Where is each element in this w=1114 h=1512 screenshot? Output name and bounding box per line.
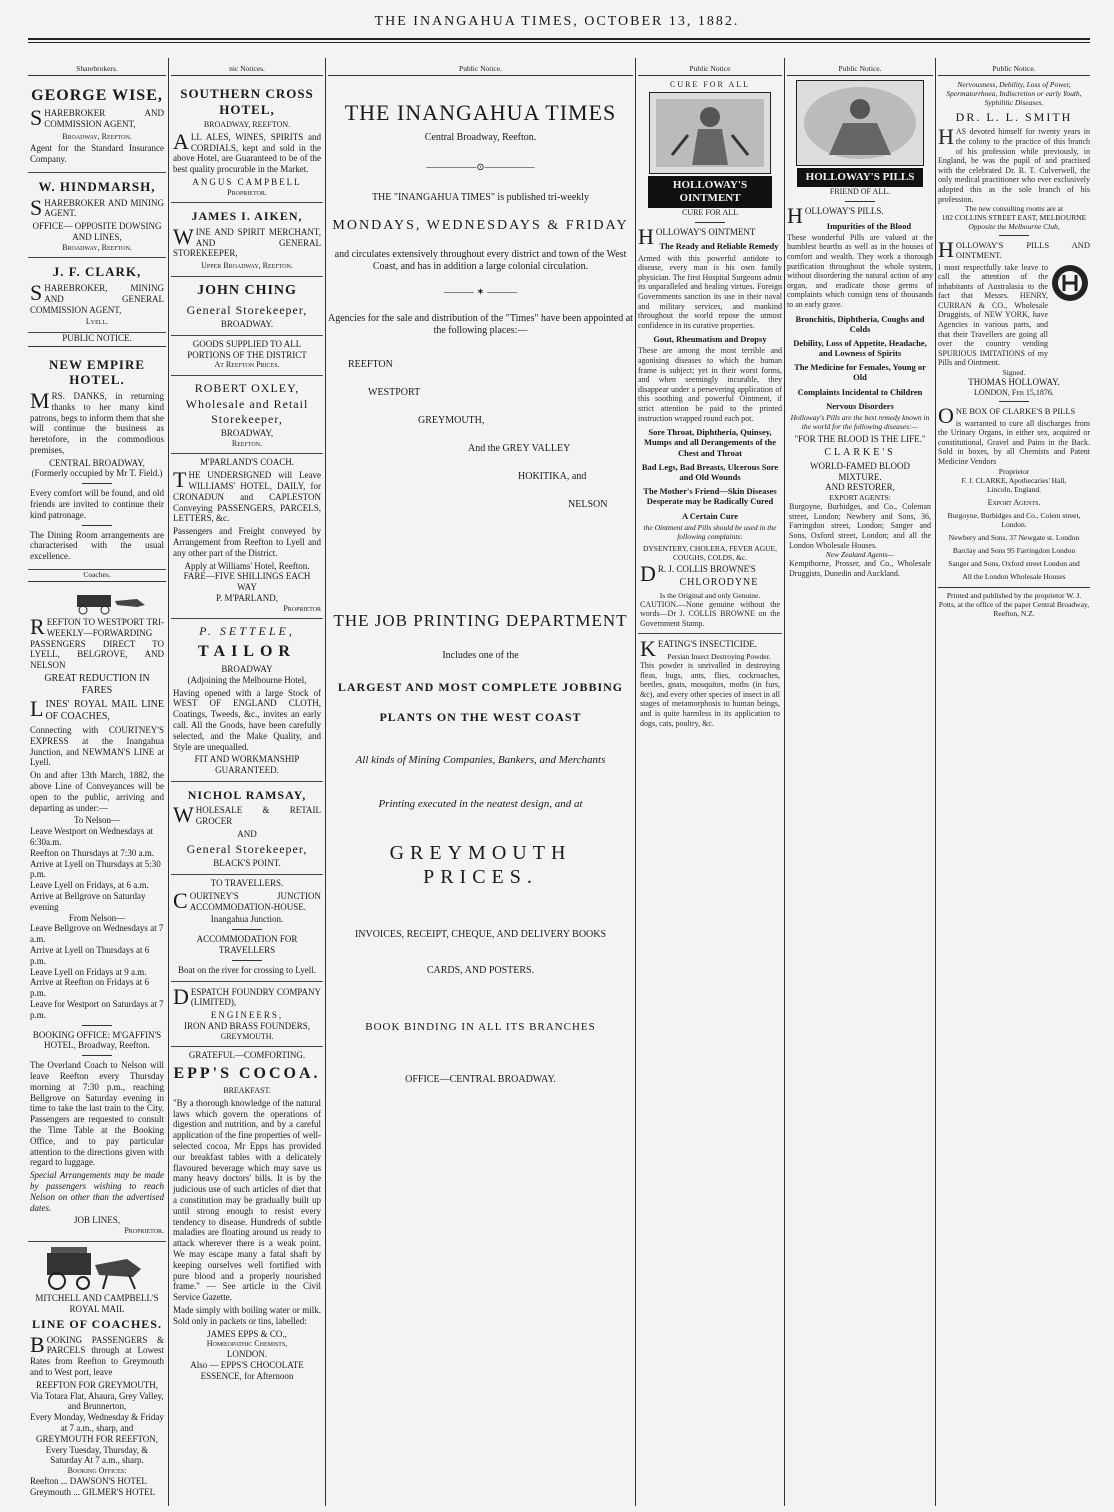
schedule-line: Leave Bellgrove on Wednesdays at 7 a.m. — [30, 923, 164, 945]
route-heading: GREYMOUTH FOR REEFTON, — [35, 1433, 159, 1444]
ad-address: Lincoln, England. — [987, 484, 1041, 494]
ad-list-heading: the Ointment and Pills should be used in the following complaints: — [643, 522, 777, 541]
ad-subtitle: WORLD-FAMED BLOOD MIXTURE. — [809, 460, 911, 482]
ad-body: MRS. DANKS, in returning thanks to her many kind patrons, begs to inform them that she will continue the business as heretofore, in the commodious premises, — [30, 387, 164, 455]
ad-address: Inangahua Junction. — [210, 914, 284, 925]
paper-title: THE INANGAHUA TIMES — [344, 100, 617, 125]
ad-aiken — [171, 203, 323, 276]
publishing-days: MONDAYS, WEDNESDAYS & FRIDAY — [332, 218, 629, 234]
export-agent: Sanger and Sons, Oxford street London and — [948, 559, 1080, 569]
imprint: Printed and published by the proprietor W. J. Potts, at the office of the paper Central Broadway, Reefton, N.Z. — [938, 587, 1090, 618]
ad-title: EPP'S COCOA. — [173, 1065, 321, 1083]
ad-body: Connecting with COURTNEY'S EXPRESS at the Inangahua Junction, and NEWMAN'S LINE at Lyell. — [30, 725, 164, 768]
ad-settele — [171, 619, 323, 782]
schedule-line: Arrive at Reefton on Fridays at 6 p.m. — [30, 977, 149, 999]
separator — [999, 235, 1029, 236]
ad-epps-cocoa — [171, 1047, 323, 1386]
ad-subheading: Bronchitis, Diphtheria, Coughs and Colds — [795, 313, 925, 334]
export-agent: Barclay and Sons 95 Farringdon London — [952, 546, 1076, 556]
ad-note: Agent for the Standard Insurance Company. — [30, 143, 164, 165]
job-printing-kinds: All kinds of Mining Companies, Bankers, and Merchants — [355, 754, 606, 767]
top-rule — [28, 38, 1090, 40]
ad-subheading: The Medicine for Females, Young or Old — [794, 362, 926, 383]
ad-title: LINE OF COACHES. — [32, 1317, 162, 1332]
ad-body: REEFTON TO WESTPORT TRI-WEEKLY—FORWARDING PASSENGERS DIRECT TO LYELL, BELGROVE, AND NELSON — [30, 614, 164, 671]
ad-signature-title: Proprietor. — [227, 187, 267, 197]
ad-coaches-lines — [28, 586, 166, 1242]
ad-subtitle: AND RESTORER, — [825, 482, 895, 493]
ad-ramsay — [171, 782, 323, 875]
ad-note: The Dining Room arrangements are characterised with the usual excellence. — [30, 529, 164, 562]
top-rule-thin — [28, 42, 1090, 43]
ad-goods — [171, 336, 323, 376]
circulation-notice: and circulates extensively throughout every district and town of the West Coast, and has in addition a large colonial circulation. — [334, 249, 627, 273]
ad-clarke-blood-mixture — [787, 431, 933, 583]
ad-signature-title: Proprietor — [998, 466, 1030, 476]
ad-body: Burgoyne, Burbidges, and Co., Coleman street, London; Newbery and Sons, 36, Farringdon street, London; Sanger and Sons, Oxford street, London; and all the London Wholesale Houses. — [789, 502, 931, 550]
pills-banner: HOLLOWAY'S PILLS — [797, 168, 923, 187]
ad-heading: Nervousness, Debility, Loss of Power, Spermatorrhoea, Indiscretion or early Youth, Syphilitic Diseases. — [946, 80, 1082, 107]
job-printing-title: THE JOB PRINTING DEPARTMENT — [333, 611, 628, 631]
ad-office: OFFICE— OPPOSITE DOWSING AND LINES, — [32, 221, 162, 242]
ad-body: SHAREBROKER AND MINING AGENT. — [30, 194, 164, 220]
ad-subtitle: TAILOR — [198, 642, 296, 660]
column-sharebrokers — [28, 64, 166, 1502]
ad-title: DR. L. L. SMITH — [955, 110, 1073, 124]
ad-subheading: Nervous Disorders — [826, 400, 894, 411]
ad-address: BROADWAY. — [220, 318, 274, 329]
ad-note: Special Arrangements may be made by passengers wishing to reach Nelson on other than the advertised dates. — [30, 1170, 164, 1213]
ad-note: (Adjoining the Melbourne Hotel, — [187, 674, 307, 685]
job-printing-office: OFFICE—CENTRAL BROADWAY. — [405, 1073, 556, 1085]
ad-subtitle: GREAT REDUCTION IN FARES — [44, 673, 150, 697]
section-heading: Coaches. — [28, 570, 166, 582]
ad-subtitle: General Storekeeper, — [186, 841, 308, 856]
ad-signature-title: Proprietor. — [124, 1226, 164, 1236]
job-printing-executed: Printing executed in the neatest design, and at — [378, 797, 583, 810]
schedule-heading: From Nelson— — [68, 912, 126, 923]
booking-office: BOOKING OFFICE: M'GAFFIN'S HOTEL, Broadway, Reefton. — [32, 1029, 162, 1051]
schedule-heading: To Nelson— — [73, 815, 121, 826]
coach-illustration-icon — [37, 589, 157, 615]
column-divider — [168, 58, 169, 1506]
ad-body: These are among the most terrible and agonising diseases to which the human frame is subject; yet in their worst forms, and when seemingly incurable, they disappear under a persevering application of this soothing and powerful Ointment, if strict attention be paid to the printed instruction wrapped round each pot. — [638, 346, 782, 423]
ad-subtitle: ENGINEERS, — [210, 1010, 284, 1021]
column-heading: Public Notice. — [938, 64, 1090, 76]
ad-subtitle: Is the Original and only Genuine. — [659, 590, 761, 600]
ad-title: SOUTHERN CROSS HOTEL, — [180, 86, 314, 117]
schedule-line: Arrive at Lyell on Thursdays at 5:30 p.m. — [30, 858, 161, 880]
ad-body: CAUTION.—None genuine without the words—Dr J. COLLIS BROWNE on the Government Stamp. — [640, 599, 780, 628]
ad-body: This powder is unrivalled in destroying fleas, bugs, ants, flies, cockroaches, beetles, gnats, mosquitos, moths (in furs, &c), and every other species of insect in all stages of metamorphosis to human beings, and is quite harmless in its application to dogs, cats, poultry, &c. — [640, 661, 780, 728]
ad-title: J. F. CLARK, — [52, 264, 142, 280]
column-divider — [784, 58, 785, 1506]
ad-signature-date: LONDON, Feb 15,1876. — [974, 387, 1054, 397]
column-heading: Public Notice — [638, 64, 782, 76]
ointment-banner: HOLLOWAY'S OINTMENT — [648, 176, 772, 208]
agency-place: NELSON — [568, 499, 608, 511]
ad-title: NEW EMPIRE HOTEL. — [48, 356, 146, 388]
ad-body: SHAREBROKER, MINING AND GENERAL COMMISSION AGENT, — [30, 279, 164, 315]
export-agent: Burgoyne, Burbidges and Co., Colem street, London. — [947, 511, 1081, 530]
ad-title: HOLLOWAY'S OINTMENT — [638, 223, 756, 249]
export-agent: Newbery and Sons, 37 Newgate st. London — [948, 533, 1080, 543]
ad-ching — [171, 277, 323, 336]
ornament-rule: ——— ✶ ——— — [443, 287, 518, 299]
ad-address: BLACK'S POINT. — [213, 858, 281, 869]
ad-address: 182 COLLINS STREET EAST, MELBOURNE — [941, 213, 1087, 223]
separator — [82, 1025, 112, 1026]
export-agent: All the London Wholesale Houses — [962, 572, 1066, 582]
ad-signature: F. J. CLARKE, Apothecaries' Hall, — [961, 475, 1067, 485]
paper-address: Central Broadway, Reefton. — [424, 132, 537, 144]
ad-subheading: Complaints Incidental to Children — [797, 386, 923, 397]
ad-title: HOLLOWAY'S PILLS. — [787, 202, 884, 228]
agency-place: And the GREY VALLEY — [468, 443, 571, 455]
separator — [82, 1055, 112, 1056]
schedule-line: Arrive at Bellgrove on Saturday evening — [30, 891, 146, 912]
ad-title: DESPATCH FOUNDRY COMPANY (LIMITED), — [173, 983, 321, 1009]
route-via: Via Totara Flat, Ahaura, Grey Valley, and Brunnerton, — [30, 1390, 164, 1412]
ad-title: ONE BOX OF CLARKE'S B PILLS — [938, 403, 1076, 429]
ad-body: The Overland Coach to Nelson will leave Reefton every Thursday morning at 7:30 p.m., reaching Bellgrove on Saturday evening in time to take the last train to the City. Passengers are requested to consult the Time Table at the Booking Office, and to pay particular attention to the directions given with regard to luggage. — [30, 1060, 164, 1168]
ad-address: Broadway, Reefton. — [62, 242, 132, 252]
ad-subtitle: Wholesale and Retail Storekeeper, — [185, 397, 309, 426]
schedule-line: Leave Westport on Wednesdays at 6:30a.m. — [30, 826, 154, 848]
ad-mitchell-campbell — [28, 1242, 166, 1502]
ad-title: COURTNEY'S JUNCTION ACCOMMODATION-HOUSE. — [173, 887, 321, 913]
ad-body: ALL ALES, WINES, SPIRITS and CORDIALS, kept and sold in the above Hotel, are Guaranteed to be of the best quality procurable in the Market. — [173, 128, 321, 175]
ad-body: HAS devoted himself for twenty years in the colony to the practice of this branch of his profession while previously, in England, he was the pupil of and practised with the celebrated Dr. R. T. Culverwell, the only medical practitioner who ever exclusively adopted this as the sole branch of his profession. — [938, 124, 1090, 204]
separator — [82, 483, 112, 484]
ad-body: "By a thorough knowledge of the natural laws which govern the operations of digestion and nutrition, and by a careful application of the fine properties of well-selected cocoa, Mr Epps has provided our breakfast tables with a delicately flavoured beverage which may save us many heavy doctors' bills. It is by the judicious use of such articles of diet that a constitution may be gradually built up until strong enough to resist every tendency to disease. Hundreds of subtle maladies are floating around us ready to attack wherever there is a weak point. We may escape many a fatal shaft by keeping ourselves well fortified with pure blood and a properly nourished frame." — See article in the Civil Service Gazette. — [173, 1097, 321, 1303]
agency-place: WESTPORT — [368, 387, 421, 399]
ad-body: WHOLESALE & RETAIL GROCER — [173, 802, 321, 828]
job-printing-includes: Includes one of the — [442, 649, 519, 661]
ad-body: SHAREBROKER AND COMMISSION AGENT, — [30, 105, 164, 131]
ad-title: W. HINDMARSH, — [38, 178, 156, 194]
ad-signature: ANGUS CAMPBELL — [192, 176, 302, 187]
figure-engraving-icon — [652, 95, 768, 171]
ad-address: GREYMOUTH. — [220, 1031, 274, 1041]
ad-heading: DYSENTERY, CHOLERA, FEVER AGUE, COUGHS, COLDS, &c. — [642, 543, 778, 562]
schedule-line: Leave Lyell on Fridays at 9 a.m. — [30, 966, 147, 977]
stagecoach-illustration-icon — [37, 1245, 157, 1293]
ad-subtitle: IRON AND BRASS FOUNDERS, — [183, 1020, 311, 1031]
ad-heading: "FOR THE BLOOD IS THE LIFE." — [794, 434, 926, 445]
ad-title: LINES' ROYAL MAIL LINE OF COACHES, — [30, 696, 164, 723]
ad-title: JAMES I. AIKEN, — [191, 209, 303, 224]
ad-note: Every comfort will be found, and old friends are invited to continue their kind patronage. — [30, 488, 164, 520]
ad-body: WINE AND SPIRIT MERCHANT, AND GENERAL STOREKEEPER, — [173, 223, 321, 259]
ad-body: Made simply with boiling water or milk. Sold only in packets or tins, labelled: — [173, 1305, 321, 1326]
ad-body: GOODS SUPPLIED TO ALL PORTIONS OF THE DISTRICT — [187, 338, 307, 360]
column-heading: Public Notice. — [328, 64, 633, 76]
pills-engraving-icon — [796, 80, 924, 166]
column-times-notice — [328, 64, 633, 1502]
ad-body: ACCOMMODATION FOR TRAVELLERS — [196, 934, 298, 955]
ad-subheading: Debility, Loss of Appetite, Headache, and Lowness of Spirits — [793, 337, 927, 359]
ad-title: CLARKE'S — [824, 446, 896, 458]
ad-address: CENTRAL BROADWAY, — [49, 457, 145, 468]
ad-list-heading: Holloway's Pills are the best remedy known in the world for the following diseases:— — [790, 413, 930, 432]
agencies-notice: Agencies for the sale and distribution of the "Times" have been appointed at the following places:— — [328, 313, 633, 337]
column-divider — [325, 58, 326, 1506]
ad-subheading: Gout, Rheumatism and Dropsy — [653, 334, 767, 345]
job-printing-invoices: INVOICES, RECEIPT, CHEQUE, AND DELIVERY BOOKS — [354, 928, 607, 940]
ad-hindmarsh — [28, 173, 166, 258]
ad-note: Also — EPPS'S CHOCOLATE ESSENCE, for Afternoon — [190, 1359, 304, 1381]
ad-title: M'PARLAND'S COACH. — [200, 457, 294, 468]
ad-subheading: A Certain Cure — [681, 510, 739, 521]
ad-body: Armed with this powerful antidote to disease, every man is his own family physician. The first Hospital Surgeons admit its unparalleled and healing virtues. Foreign Governments sanction its use in their naval and military services, and mankind throughout the world repose the utmost confidence in its curative properties. — [638, 253, 782, 330]
ad-address: Broadway, Reefton. — [62, 131, 132, 141]
ad-body: I most respectfully take leave to call the attention of the inhabitants of Australasia to the fact that Messrs. HENRY, CURRAN & CO., Wholesale Druggists, of NEW YORK, have Agencies in various parts, and that their Travellers are going all over the country vending SPURIOUS IMITATIONS of my Pills and Ointment. — [938, 262, 1048, 368]
ad-title: KEATING'S INSECTICIDE. — [640, 636, 758, 662]
ad-chlorodyne — [638, 541, 782, 635]
published-notice: THE "INANGAHUA TIMES" is published tri-weekly — [371, 192, 590, 204]
agency-place: REEFTON — [348, 359, 393, 371]
route-times: Every Monday, Wednesday & Friday at 7 a.m., sharp, and — [30, 1412, 164, 1434]
ad-title: P. SETTELE, — [199, 624, 295, 639]
ad-note: Apply at Williams' Hotel, Reefton. — [184, 560, 310, 571]
column-holloway-ointment — [638, 64, 782, 1502]
ad-title: DR. J. COLLIS BROWNE'S — [640, 560, 756, 586]
ad-title: JOHN CHING — [197, 282, 297, 298]
job-printing-largest: LARGEST AND MOST COMPLETE JOBBING — [337, 679, 624, 694]
column-divider — [935, 58, 936, 1506]
ornament-rule: —————⊙————— — [426, 162, 535, 174]
column-public-notices — [171, 64, 323, 1502]
separator — [999, 401, 1029, 402]
ad-body: THE UNDERSIGNED will Leave WILLIAMS' HOTEL, DAILY, for CRONADUN and CAPLESTON Conveying PASSENGERS, PARCELS, LETTERS, &c. — [173, 467, 321, 524]
column-heading: nic Notices. — [171, 64, 323, 76]
ad-title: HOLLOWAY'S PILLS AND OINTMENT. — [938, 237, 1090, 263]
column-public-notice-smith — [938, 64, 1090, 1502]
ad-note: At Reefton Prices. — [214, 360, 280, 370]
column-heading: Public Notice. — [787, 64, 933, 76]
ad-signature: THOMAS HOLLOWAY. — [968, 377, 1060, 388]
engraving-caption: CURE FOR ALL — [681, 207, 738, 217]
ad-body: is warranted to cure all discharges from the Urinary Organs, in either sex, acquired or constitutional, Gravel and Pains in the Back. Sold in boxes, by all Chemists and Patent Medicine Vendors — [938, 418, 1090, 466]
ad-signature-label: Signed. — [1002, 368, 1026, 378]
ad-town: Reefton. — [231, 438, 263, 448]
ad-address: BROADWAY — [221, 664, 273, 674]
ad-subheading: The Mother's Friend—Skin Diseases Desperate may be Radically Cured — [643, 486, 777, 507]
ad-body: BOOKING PASSENGERS & PARCELS through at Lowest Rates from Reefton to Greymouth and to West port, leave — [30, 1331, 164, 1378]
separator — [82, 525, 112, 526]
ad-despatch-foundry — [171, 982, 323, 1048]
route-heading: REEFTON FOR GREYMOUTH, — [35, 1379, 159, 1390]
ad-subheading: The Ready and Reliable Remedy — [659, 241, 779, 252]
job-printing-cards: CARDS, AND POSTERS. — [426, 964, 535, 976]
ad-oxley — [171, 376, 323, 455]
ad-subtitle: Persian Insect Destroying Powder. — [667, 652, 771, 662]
figure-engraving-icon — [799, 83, 921, 163]
ad-title: CHLORODYNE — [679, 576, 759, 588]
ad-address: Upper Broadway, Reefton. — [201, 261, 293, 271]
ad-signature-title: Homœopathic Chemists, — [206, 1339, 288, 1349]
separator — [232, 929, 262, 930]
column-divider — [635, 58, 636, 1506]
ad-list-heading: Export Agents. — [987, 497, 1041, 507]
ad-keating — [638, 634, 782, 733]
engraving-caption: FRIEND OF ALL. — [829, 187, 891, 197]
ad-body: On and after 13th March, 1882, the above Line of Conveyances will be open to the public, arriving and departing as under:— — [30, 770, 164, 813]
section-heading: PUBLIC NOTICE. — [28, 333, 166, 347]
booking-heading: Booking Offices: — [67, 1466, 127, 1476]
masthead: THE INANGAHUA TIMES, OCTOBER 13, 1882. — [374, 14, 740, 29]
route-times: Every Tuesday, Thursday, & Saturday At 7 a.m., sharp. — [45, 1444, 149, 1466]
agency-place: HOKITIKA, and — [518, 471, 587, 483]
ad-title: MITCHELL AND CAMPBELL'S ROYAL MAIL — [35, 1292, 159, 1314]
ad-signature: JOB LINES, — [73, 1215, 120, 1226]
column-holloway-pills — [787, 64, 933, 1502]
ad-address: BROADWAY, REEFTON. — [203, 120, 291, 130]
separator — [232, 960, 262, 961]
ad-body: Having opened with a large Stock of WEST OF ENGLAND CLOTH, Coatings, Tweeds, &c., invites an early call. All the Goods, have been carefully selected, and the Make Quality, and Style are unequalled. — [173, 687, 321, 752]
ad-body: Kempthorne, Prosser, and Co., Wholesale Druggists, Dunedin and Auckland. — [789, 559, 931, 578]
job-printing-binding: BOOK BINDING IN ALL ITS BRANCHES — [365, 1020, 596, 1033]
ad-address: Opposite the Melbourne Club, — [968, 222, 1060, 232]
ad-address: LONDON. — [226, 1349, 268, 1359]
booking-office-line: Reefton ... DAWSON'S HOTEL — [30, 1475, 147, 1486]
engraving-caption: CURE FOR ALL — [669, 80, 750, 89]
ad-title: NICHOL RAMSAY, — [187, 787, 307, 802]
booking-office-line: Greymouth ... GILMER'S HOTEL — [30, 1486, 156, 1497]
schedule-line: Leave for Westport on Saturdays at 7 p.m. — [30, 998, 164, 1020]
ad-george-wise — [28, 80, 166, 173]
ad-title: GEORGE WISE, — [31, 87, 163, 104]
ad-subheading: Sore Throat, Diphtheria, Quinsey, Mumps and all Derangements of the Chest and Throat — [644, 427, 776, 458]
ad-note: (Formerly occupied by Mr T. Field.) — [31, 468, 163, 479]
separator — [695, 222, 725, 223]
ad-address: Lyell. — [85, 317, 109, 327]
ad-signature-title: Proprietor — [283, 603, 321, 613]
separator — [845, 201, 875, 202]
ad-note: The new consulting rooms are at — [964, 204, 1064, 214]
ad-empire-hotel — [28, 351, 166, 570]
schedule-line: Arrive at Lyell on Thursdays at 6 p.m. — [30, 944, 150, 966]
schedule-line: Reefton on Thursdays at 7:30 a.m. — [30, 847, 155, 858]
ad-heading: TO TRAVELLERS. — [210, 877, 284, 888]
ad-and: AND — [237, 828, 257, 839]
agency-place: GREYMOUTH, — [418, 415, 485, 427]
ad-subtitle: General Storekeeper, — [186, 302, 308, 317]
ad-body: These wonderful Pills are valued at the humblest hearths as well as in the houses of comfort and wealth. They work a thorough purification throughout the whole system, without disordering the natural action of any organ, and eradicate those germs of complaints which consign tens of thousands to an early grave. — [787, 232, 933, 309]
ad-subheading: Impurities of the Blood — [826, 220, 912, 231]
ad-clark — [28, 258, 166, 333]
ad-signature: JAMES EPPS & CO., — [207, 1328, 287, 1339]
job-printing-prices: GREYMOUTH PRICES. — [389, 841, 572, 888]
ad-list-heading: New Zealand Agents— — [825, 550, 895, 560]
column-heading: Sharebrokers. — [28, 64, 166, 76]
ad-signature: P. M'PARLAND, — [215, 593, 279, 604]
job-printing-plants: PLANTS ON THE WEST COAST — [379, 709, 582, 724]
ad-heading: GRATEFUL—COMFORTING. — [188, 1050, 306, 1061]
schedule-line: Leave Lyell on Fridays, at 6 a.m. — [30, 880, 149, 891]
ad-mparland — [171, 454, 323, 619]
ad-address: BROADWAY, — [220, 428, 274, 439]
ad-courtney — [171, 875, 323, 982]
ad-title: ROBERT OXLEY, — [194, 380, 300, 395]
ointment-engraving-icon — [649, 92, 771, 174]
ad-southern-cross — [171, 80, 323, 203]
ad-body: Passengers and Freight conveyed by Arrangement from Reefton to Lyell and any other part of the District. — [173, 526, 321, 558]
ad-note: Boat on the river for crossing to Lyell. — [178, 964, 316, 975]
ad-subheading: Bad Legs, Bad Breasts, Ulcerous Sore and Old Wounds — [641, 461, 779, 482]
ad-note: FARE—FIVE SHILLINGS EACH WAY — [183, 571, 311, 593]
trademark-seal-icon — [1050, 263, 1090, 303]
ad-subtitle: BREAKFAST. — [223, 1086, 271, 1096]
ad-note: FIT AND WORKMANSHIP GUARANTEED. — [194, 754, 300, 776]
ad-list-heading: EXPORT AGENTS: — [829, 493, 891, 503]
